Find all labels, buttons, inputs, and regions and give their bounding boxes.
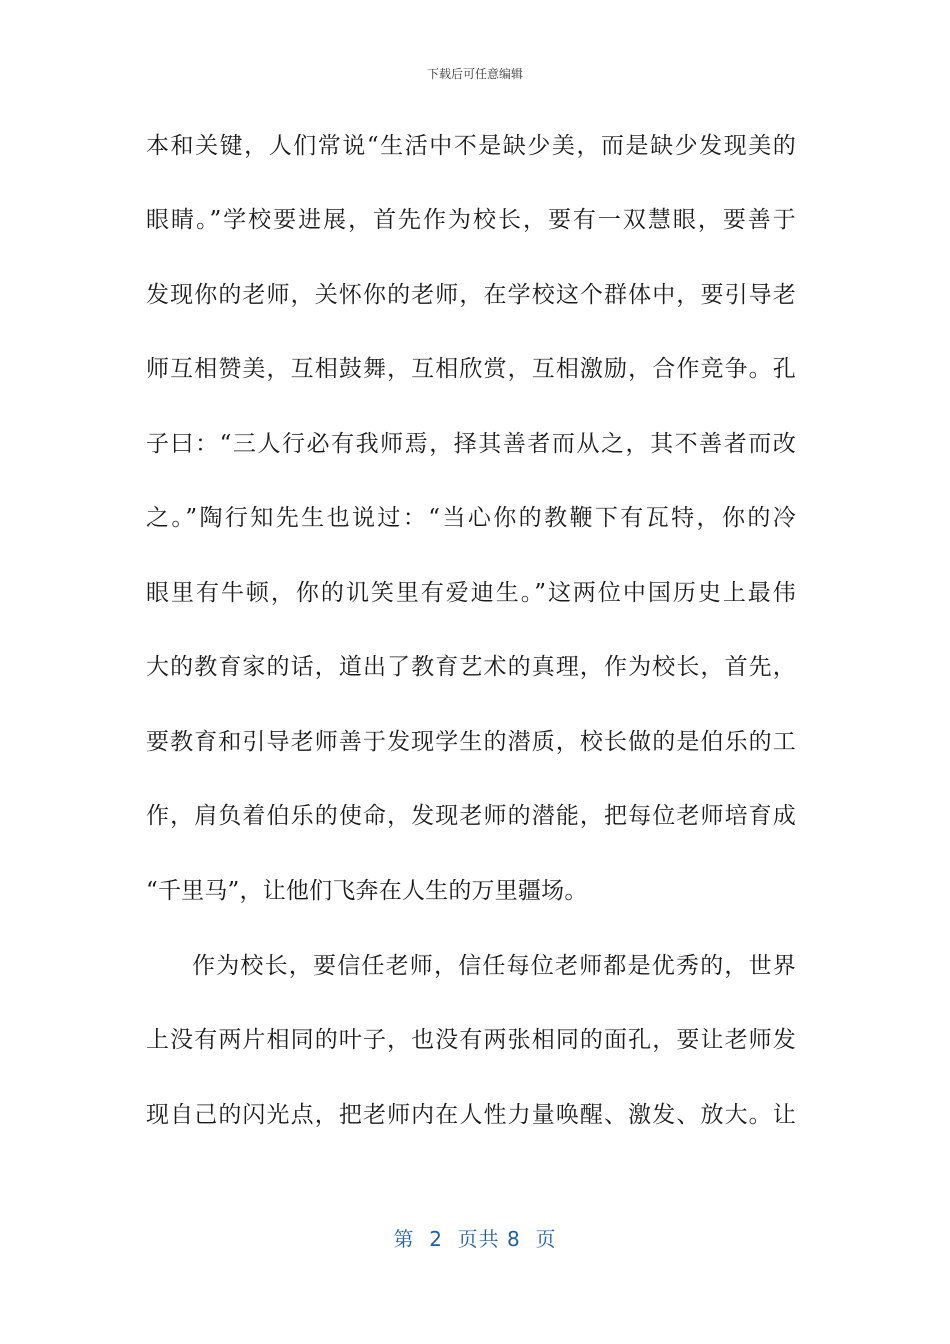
- paragraph-line: 子曰：“三人行必有我师焉，择其善者而从之，其不善者而改: [146, 431, 796, 457]
- paragraph-line: 要教育和引导老师善于发现学生的潜质，校长做的是伯乐的工: [146, 729, 796, 755]
- paragraph-line: 之。”陶行知先生也说过：“当心你的教鞭下有瓦特，你的冷: [146, 505, 796, 531]
- paragraph-line: 上没有两片相同的叶子，也没有两张相同的面孔，要让老师发: [146, 1027, 796, 1053]
- paragraph-line: 作为校长，要信任老师，信任每位老师都是优秀的，世界: [192, 953, 796, 979]
- page-header: 下载后可任意编辑: [426, 67, 523, 81]
- paragraph-line: 作，肩负着伯乐的使命，发现老师的潜能，把每位老师培育成: [146, 803, 796, 829]
- page-number-text: 第 2 页共 8 页: [393, 1227, 557, 1251]
- paragraph-line: 眼睛。”学校要进展，首先作为校长，要有一双慧眼，要善于: [146, 207, 796, 233]
- paragraph-line: 现自己的闪光点，把老师内在人性力量唤醒、激发、放大。让: [146, 1102, 796, 1128]
- page-number-footer: [0, 1224, 950, 1254]
- paragraph-line: 师互相赞美，互相鼓舞，互相欣赏，互相激励，合作竞争。孔: [146, 356, 796, 382]
- paragraph-line: 眼里有牛顿，你的讥笑里有爱迪生。”这两位中国历史上最伟: [146, 580, 796, 606]
- paragraph-line: 本和关键，人们常说“生活中不是缺少美，而是缺少发现美的: [146, 133, 796, 159]
- paragraph-line: 发现你的老师，关怀你的老师，在学校这个群体中，要引导老: [146, 282, 796, 308]
- paragraph-line: “千里马”，让他们飞奔在人生的万里疆场。: [146, 878, 588, 904]
- paragraph-line: 大的教育家的话，道出了教育艺术的真理，作为校长，首先，: [146, 654, 796, 680]
